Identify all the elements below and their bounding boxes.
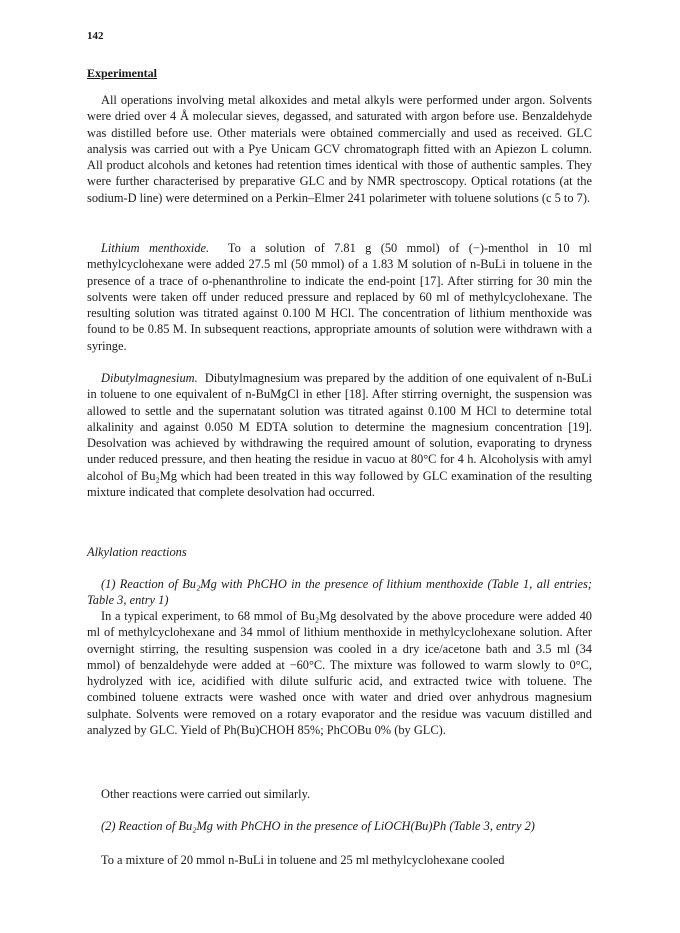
paragraph-other-reactions [87,786,592,802]
paragraph-text: In a typical experiment, to 68 mmol of Bu₂Mg desolvated by the above procedure were added 40 ml of methylcyclohexane and 34 mmol of lithium menthoxide in methylcyclohexane solution. After overnight stirring, the resulting suspension was cooled in a dry ice/acetone bath and 3.5 ml (34 mmol) of benzaldehyde were added at −60°C. The mixture was followed to warm slowly to 0°C, hydrolyzed with ice, acidified with dilute sulfuric acid, and extracted twice with toluene. The combined toluene extracts were washed once with water and dried over anhydrous magnesium sulphate. Solvents were removed on a rotary evaporator and the residue was vacuum distilled and analyzed by GLC. Yield of Ph(Bu)CHOH 85%; PhCOBu 0% (by GLC). [87,609,592,737]
paragraph-general-procedures [87,92,592,206]
paragraph-text: To a mixture of 20 mmol n-BuLi in toluene and 25 ml methylcyclohexane cooled [101,853,505,867]
paragraph-text: All operations involving metal alkoxides and metal alkyls were performed under argon. Solvents were dried over 4 Å molecular sieves, degassed, and saturated with argon before use. Benzaldehyde was distilled before use. Other materials were obtained commercially and used as received. GLC analysis was carried out with a Pye Unicam GCV chromatograph fitted with an Apiezon L column. All product alcohols and ketones had retention times identical with those of authentic samples. They were further characterised by preparative GLC and by NMR spectroscopy. Optical rotations (at the sodium-D line) were determined on a Perkin–Elmer 241 polarimeter with toluene solutions (c 5 to 7). [87,93,592,205]
paragraph-text: Dibutylmagnesium was prepared by the addition of one equivalent of n-BuLi in toluene to one equivalent of n-BuMgCl in ether [18]. After stirring overnight, the suspension was allowed to settle and the supernatant solution was titrated against 0.100 M HCl to determine total alkalinity and against 0.050 M EDTA solution to determine the magnesium concentration [19]. Desolvation was achieved by withdrawing the required amount of solution, evaporating to dryness under reduced pressure, and then heating the residue in vacuo at 80°C for 4 h. Alcoholysis with amyl alcohol of Bu₂Mg which had been treated in this way followed by GLC examination of the resulting mixture indicated that complete desolvation had occurred. [87,371,592,499]
entry-heading-2: (2) Reaction of Bu₂Mg with PhCHO in the presence of LiOCH(Bu)Ph (Table 3, entry 2) [101,819,535,833]
section-title: Experimental [87,66,157,80]
paragraph-typical-experiment [87,608,592,738]
paragraph-lithium-menthoxide [87,240,592,354]
paragraph-dibutylmagnesium [87,370,592,500]
subsection-heading: Alkylation reactions [87,545,187,559]
paragraph-text: To a solution of 7.81 g (50 mmol) of (−)-menthol in 10 ml methylcyclohexane were added 27.5 ml (50 mmol) of a 1.83 M solution of n-BuLi in toluene in the presence of a trace of o-phenanthroline to indicate the end-point [17]. After stirring for 30 min the solvents were taken off under reduced pressure and replaced by 60 ml of methylcyclohexane. The resulting solution was titrated against 0.100 M HCl. The concentration of lithium menthoxide was found to be 0.85 M. In subsequent reactions, appropriate amounts of solution were withdrawn with a syringe. [87,241,592,353]
entry-heading-1: (1) Reaction of Bu₂Mg with PhCHO in the presence of lithium menthoxide (Table 1, all entries; Table 3, entry 1) [87,577,592,608]
runin-heading: Lithium menthoxide. [101,241,210,255]
page-number: 142 [87,30,104,42]
paragraph-text: Other reactions were carried out similarly. [101,787,311,801]
runin-heading: Dibutylmagnesium. [101,371,198,385]
paragraph-procedure-2 [87,852,592,868]
